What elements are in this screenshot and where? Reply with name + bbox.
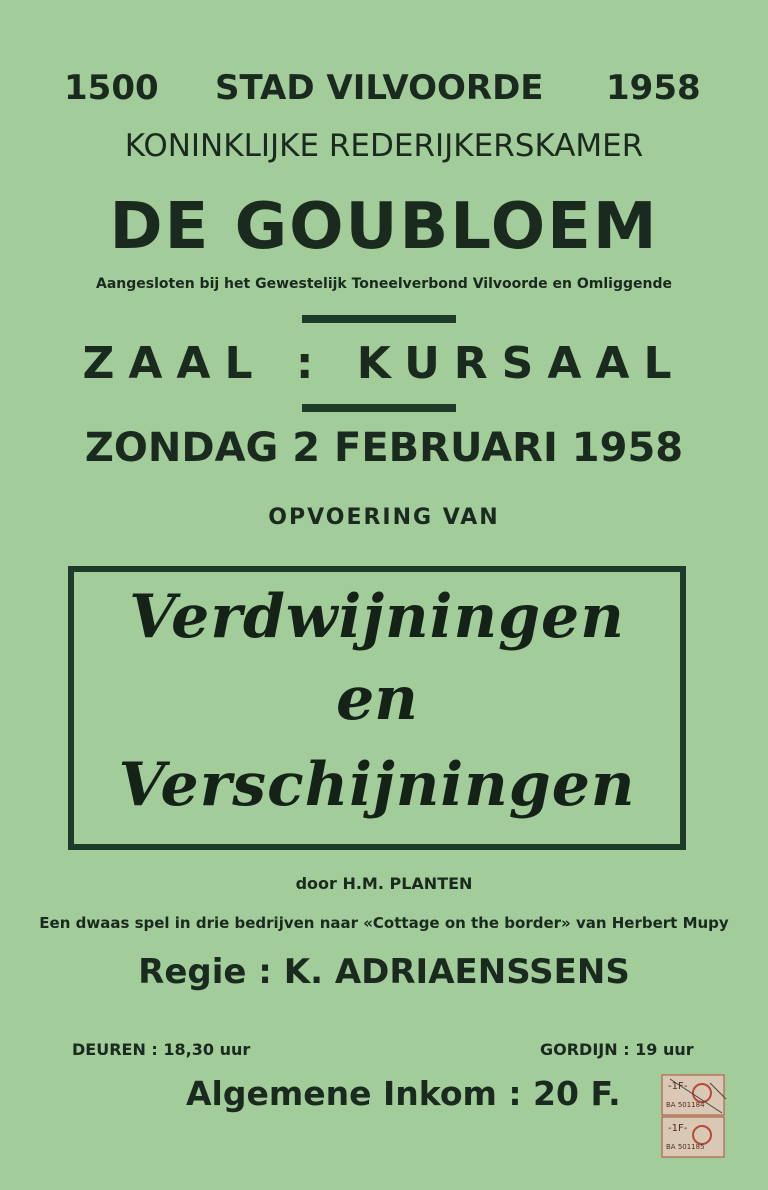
play-title-line-3: Verschijningen [118, 750, 636, 820]
tax-stamps-icon [660, 1073, 728, 1159]
play-title-line-1: Verdwijningen [129, 582, 625, 652]
founding-year: 1500 [64, 68, 159, 108]
director-line: Regie : K. ADRIAENSSENS [138, 952, 630, 992]
curtain-time: GORDIJN : 19 uur [540, 1040, 694, 1059]
divider-bottom [302, 404, 456, 412]
play-title-box [68, 566, 686, 850]
current-year: 1958 [606, 68, 701, 108]
stamp-value-2: -1F- [668, 1123, 688, 1134]
author-line: door H.M. PLANTEN [295, 874, 473, 893]
society-line: KONINKLIJKE REDERIJKERSKAMER [124, 128, 644, 164]
city-name: STAD VILVOORDE [215, 68, 544, 108]
description-line: Een dwaas spel in drie bedrijven naar «Cottage on the border» van Herbert Mupy [39, 914, 729, 932]
stamp-serial-2: BA 501185 [666, 1143, 705, 1151]
venue-line: ZAAL : KURSAAL [82, 338, 686, 389]
performance-label: OPVOERING VAN [268, 505, 500, 530]
year-city-row [0, 68, 768, 112]
play-title-line-2: en [336, 664, 418, 734]
doors-time: DEUREN : 18,30 uur [72, 1040, 251, 1059]
admission-price: Algemene Inkom : 20 F. [186, 1074, 621, 1113]
affiliation-line: Aangesloten bij het Gewestelijk Toneelverbond Vilvoorde en Omliggende [96, 276, 672, 292]
performance-date: ZONDAG 2 FEBRUARI 1958 [84, 425, 684, 471]
divider-top [302, 315, 456, 323]
society-name: DE GOUBLOEM [109, 190, 659, 264]
stamp-serial-1: BA 501184 [666, 1101, 705, 1109]
stamp-value-1: -1F- [668, 1081, 688, 1092]
